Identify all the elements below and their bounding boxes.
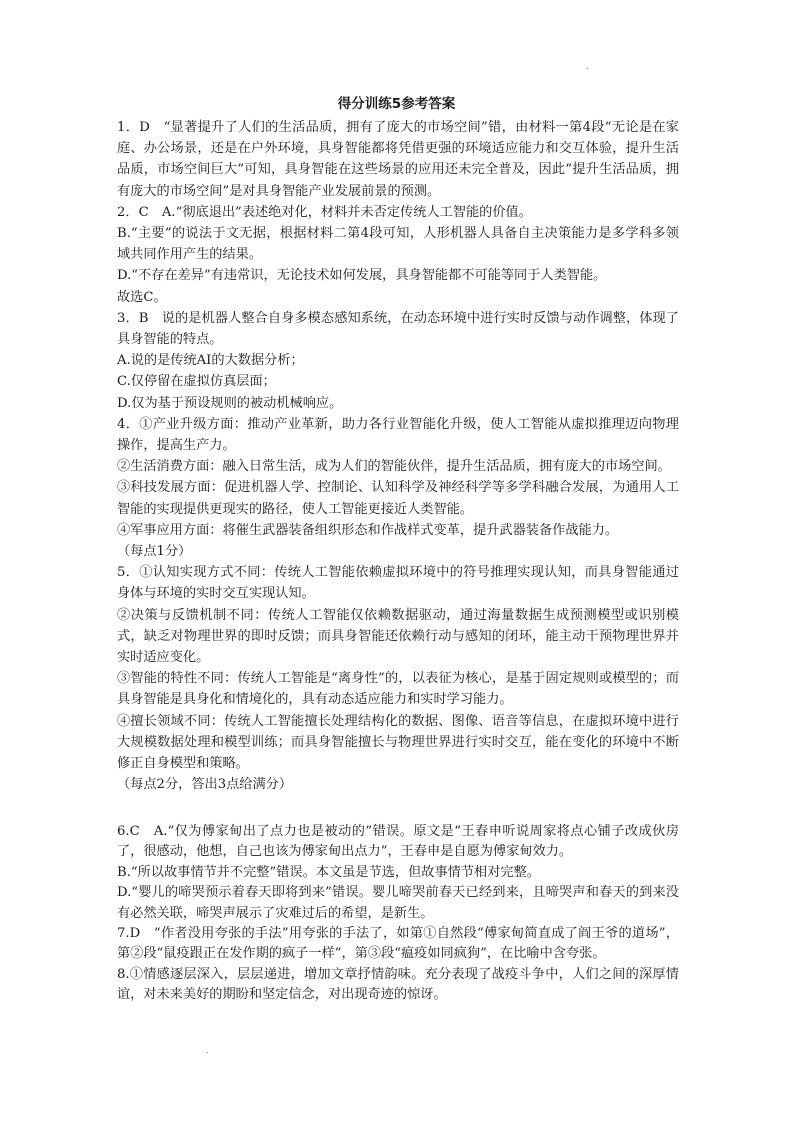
paragraph: （每点2分，答出3点给满分） bbox=[117, 777, 293, 793]
paragraph: 6.C A.“仅为傅家甸出了点力也是被动的”错误。原文是“王春申听说周家将点心铺子改成伙房了，很感动，他想，自己也该为傅家甸出点力”，王春申是自愿为傅家甸效力。 bbox=[117, 824, 679, 860]
paragraph: D.“婴儿的啼哭预示着春天即将到来”错误。婴儿啼哭前春天已经到来，且啼哭声和春天的到来没有必然关联，啼哭声展示了灾难过后的希望，是新生。 bbox=[117, 885, 679, 921]
paragraph: 8.①情感逐层深入，层层递进，增加文章抒情韵味。充分表现了战疫斗争中，人们之间的深厚情谊，对未来美好的期盼和坚定信念，对出现奇迹的惊讶。 bbox=[117, 966, 679, 1003]
paragraph: ③科技发展方面：促进机器人学、控制论、认知科学及神经科学等多学科融合发展，为通用人工智能的实现提供更现实的路径，使人工智能更接近人类智能。 bbox=[117, 480, 679, 517]
paragraph: ③智能的特性不同：传统人工智能是“离身性”的，以表征为核心，是基于固定规则或模型的；而具身智能是具身化和情境化的，具有动态适应能力和实时学习能力。 bbox=[117, 671, 679, 708]
paragraph: ④擅长领域不同：传统人工智能擅长处理结构化的数据、图像、语音等信息，在虚拟环境中进行大规模数据处理和模型训练；而具身智能擅长与物理世界进行实时交互，能在变化的环境中不断修正自身模型和策略。 bbox=[117, 713, 679, 772]
paragraph: 3．B 说的是机器人整合自身多模态感知系统，在动态环境中进行实时反馈与动作调整，体现了具身智能的特点。 bbox=[117, 310, 679, 348]
page-title: 得分训练5参考答案 bbox=[337, 96, 456, 112]
paragraph: ②生活消费方面：融入日常生活，成为人们的智能伙伴，提升生活品质，拥有庞大的市场空间。 bbox=[117, 459, 671, 475]
answers-part-2 bbox=[117, 822, 679, 1006]
paragraph: D.“不存在差异”有违常识，无论技术如何发展，具身智能都不可能等同于人类智能。 bbox=[117, 268, 607, 284]
paragraph: （每点1分） bbox=[117, 544, 192, 560]
stray-mark-bottom: . bbox=[206, 1046, 209, 1055]
paragraph: 5．①认知实现方式不同：传统人工智能依赖虚拟环境中的符号推理实现认知，而具身智能通过身体与环境的实时交互实现认知。 bbox=[117, 565, 679, 602]
paragraph: D.仅为基于预设规则的被动机械响应。 bbox=[117, 395, 343, 411]
paragraph: 故选C。 bbox=[117, 289, 167, 305]
paragraph: 1．D “显著提升了人们的生活品质，拥有了庞大的市场空间”错，由材料一第4段“无论是在家庭、办公场景，还是在户外环境，具身智能都将凭借更强的环境适应能力和交互体验，提升生活品质，市场空间巨大”可知，具身智能在这些场景的应用还未完全普及，因此“提升生活品质，拥有庞大的市场空间”是对具身智能产业发展前景的预测。 bbox=[117, 120, 679, 199]
paragraph: ④军事应用方面：将催生武器装备组织形态和作战样式变革，提升武器装备作战能力。 bbox=[117, 522, 619, 538]
answers-part-1 bbox=[117, 117, 679, 796]
paragraph: C.仅停留在虚拟仿真层面； bbox=[117, 374, 276, 390]
paragraph: 4．①产业升级方面：推动产业革新，助力各行业智能化升级，使人工智能从虚拟推理迈向物理操作，提高生产力。 bbox=[117, 416, 679, 454]
stray-mark-top: . bbox=[586, 62, 589, 71]
paragraph: B.“主要”的说法于文无据，根据材料二第4段可知，人形机器人具备自主决策能力是多学科多领域共同作用产生的结果。 bbox=[117, 226, 679, 263]
paragraph: ②决策与反馈机制不同：传统人工智能仅依赖数据驱动，通过海量数据生成预测模型或识别模式，缺乏对物理世界的即时反馈；而具身智能还依赖行动与感知的闭环，能主动干预物理世界并实时适应变化。 bbox=[117, 607, 679, 666]
paragraph: 2．C A.“彻底退出”表述绝对化，材料并未否定传统人工智能的价值。 bbox=[117, 204, 532, 220]
paragraph: B.“所以故事情节并不完整”错误。本文虽是节选，但故事情节相对完整。 bbox=[117, 864, 540, 880]
paragraph: 7.D “作者没用夸张的手法”用夸张的手法了，如第①自然段“傅家甸简直成了阎王爷的道场”，第②段“鼠疫跟正在发作期的疯子一样”，第③段“瘟疫如同疯狗”，在比喻中含夸张。 bbox=[117, 926, 679, 962]
paragraph: A.说的是传统AI的大数据分析； bbox=[117, 353, 304, 369]
